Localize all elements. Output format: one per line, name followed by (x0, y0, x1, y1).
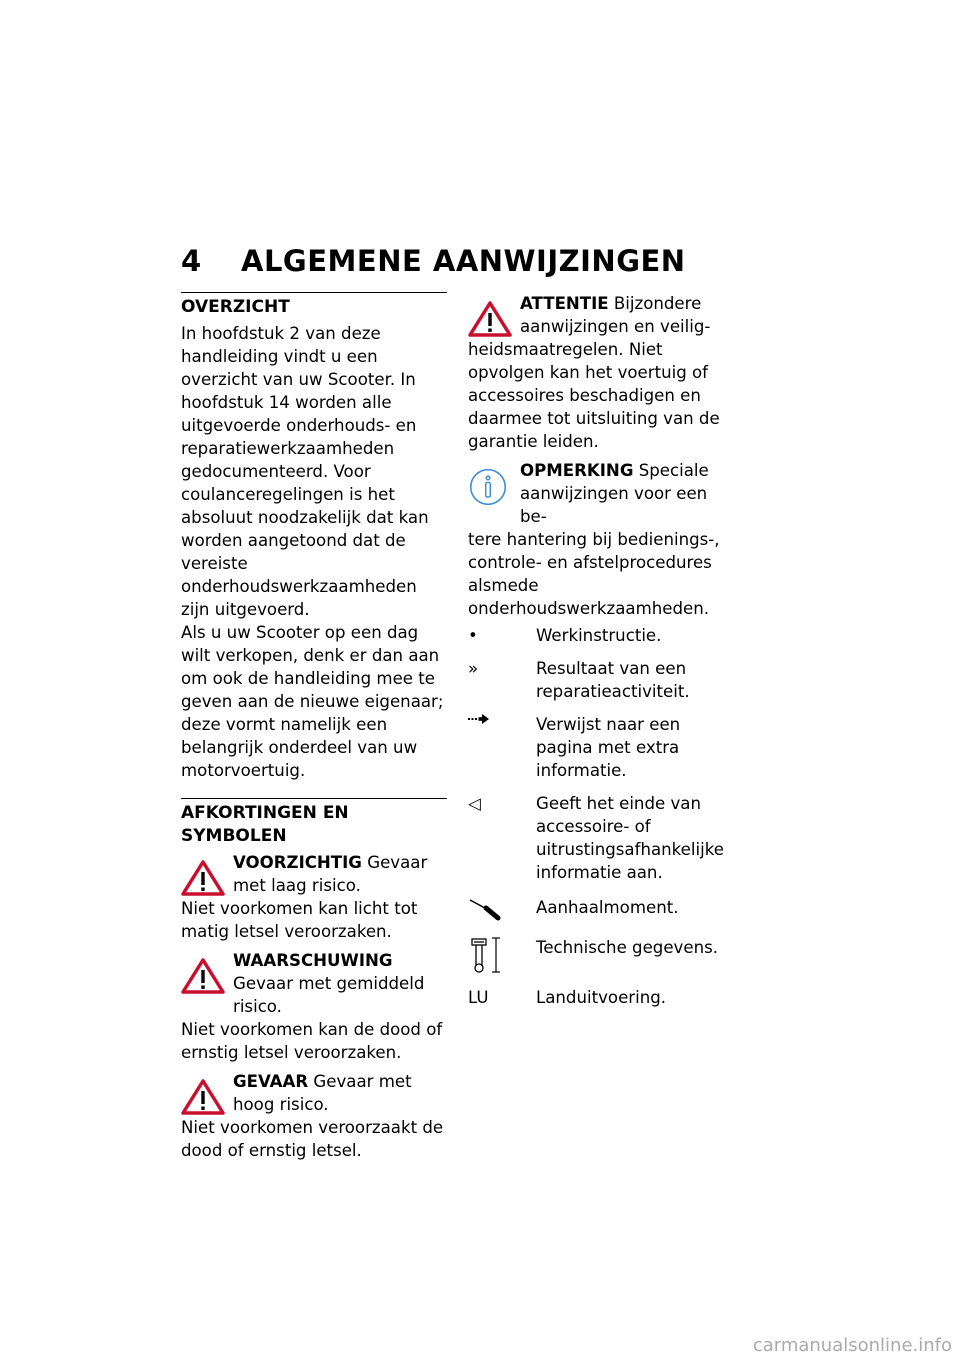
notice-label: GEVAAR (233, 1072, 309, 1091)
warning-triangle-icon (181, 1078, 225, 1116)
symbol-row (468, 936, 734, 974)
notice-text-first: Bijzondere aanwijzingen en veilig- (520, 294, 711, 336)
symbol-description: Resultaat van een reparatieactiviteit. (536, 659, 690, 701)
symbol-list (468, 624, 734, 1009)
torque-wrench-icon (468, 896, 536, 924)
symbol-description: Landuitvoering. (536, 988, 667, 1007)
abbrev-title: AFKORTINGEN EN SYMBOLEN (181, 798, 447, 848)
notice-opmerking (468, 459, 734, 620)
technical-data-icon (468, 936, 536, 974)
notice-waarschuwing (181, 949, 447, 1064)
chapter-title: ALGEMENE AANWIJZINGEN (241, 244, 686, 278)
result-arrow-icon: » (468, 659, 479, 678)
overview-paragraph-2: Als u uw Scooter op een dag wilt verkopen, denk er dan aan om ook de handleiding mee te geven aan de nieuwe eigenaar; deze vormt namelijk een belangrijk onderdeel van uw motorvoertuig. (181, 623, 444, 780)
overview-title: OVERZICHT (181, 292, 447, 319)
notice-label: OPMERKING (520, 461, 634, 480)
symbol-row (468, 792, 734, 884)
notice-text-rest: Niet voorkomen kan licht tot matig letsel veroorzaken. (181, 899, 418, 941)
chapter-heading (181, 244, 686, 278)
left-column (181, 292, 447, 1162)
right-column (468, 292, 734, 1009)
warning-triangle-icon (181, 957, 225, 995)
notice-gevaar (181, 1070, 447, 1162)
left-notices (181, 851, 447, 1162)
notice-label: VOORZICHTIG (233, 853, 362, 872)
overview-paragraph-1: In hoofdstuk 2 van deze handleiding vindt u een overzicht van uw Scooter. In hoofdstuk 14 worden alle uitgevoerde onderhouds- en reparatiewerkzaamheden gedocumenteerd. Voor coulanceregelingen is het absoluut noodzakelijk dat kan worden aangetoond dat de vereiste onderhoudswerkzaamheden zijn uitgevoerd. (181, 324, 429, 619)
symbol-row (468, 986, 734, 1009)
symbol-row (468, 624, 734, 647)
notice-text-first: Gevaar met laag risico. (233, 853, 428, 895)
notice-text-rest: heidsmaatregelen. Niet opvolgen kan het voertuig of accessoires beschadigen en daarmee tot uitsluiting van de garantie leiden. (468, 340, 720, 451)
end-triangle-icon: ◁ (468, 794, 481, 813)
warning-triangle-icon (468, 300, 512, 338)
warning-triangle-icon (181, 859, 225, 897)
page-reference-icon (468, 713, 536, 782)
symbol-description: Geeft het einde van accessoire- of uitrustingsafhankelijke informatie aan. (536, 794, 724, 882)
chapter-number: 4 (181, 244, 202, 278)
bullet-icon: • (468, 626, 478, 645)
notice-text-first: Speciale aanwijzingen voor een be- (520, 461, 709, 526)
symbol-row (468, 657, 734, 703)
info-icon (468, 467, 512, 505)
watermark: carmanualsonline.info (752, 1335, 952, 1356)
symbol-row (468, 896, 734, 924)
notice-label: ATTENTIE (520, 294, 609, 313)
symbol-row (468, 713, 734, 782)
symbol-description: Verwijst naar een pagina met extra informatie. (536, 715, 681, 780)
notice-text-rest: Niet voorkomen veroorzaakt de dood of ernstig letsel. (181, 1118, 444, 1160)
notice-text-first: Gevaar met gemiddeld risico. (233, 974, 425, 1016)
notice-label: WAARSCHUWING (233, 951, 393, 970)
symbol-description: Aanhaalmoment. (536, 898, 679, 917)
notice-text-first: Gevaar met hoog risico. (233, 1072, 412, 1114)
notice-attentie (468, 292, 734, 453)
notice-text-rest: tere hantering bij bedienings-, controle- en afstelprocedures alsmede onderhoudswerkzaamheden. (468, 530, 720, 618)
symbol-description: Technische gegevens. (536, 938, 719, 957)
right-notices (468, 292, 734, 620)
notice-voorzichtig (181, 851, 447, 943)
country-version-icon: LU (468, 988, 489, 1007)
notice-text-rest: Niet voorkomen kan de dood of ernstig letsel veroorzaken. (181, 1020, 443, 1062)
symbol-description: Werkinstructie. (536, 626, 662, 645)
